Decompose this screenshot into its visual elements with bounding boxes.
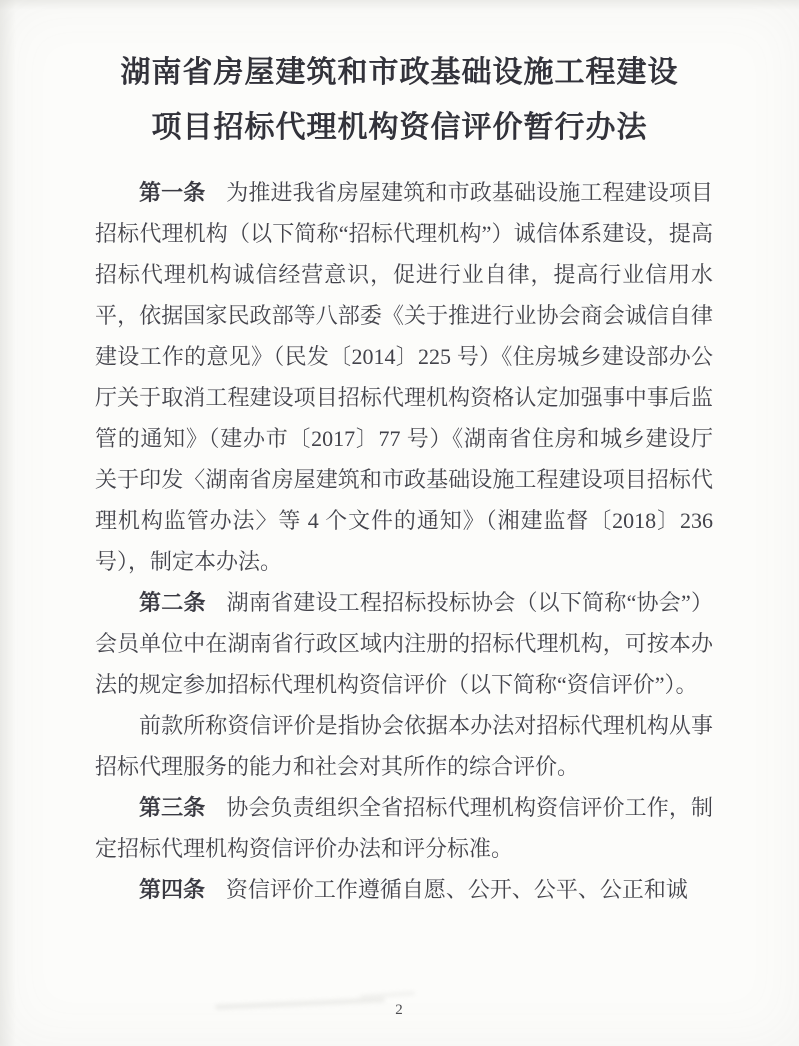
article-text-3: 前款所称资信评价是指协会依据本办法对招标代理机构从事招标代理服务的能力和社会对其所作的综合评价。 <box>95 713 713 779</box>
article-paragraph-4 <box>95 787 713 869</box>
article-paragraph-3 <box>95 705 713 787</box>
scan-smudge-left-edge <box>0 0 16 1046</box>
article-label-2: 第二条 <box>139 590 206 615</box>
document-body <box>95 172 713 910</box>
article-text-5: 资信评价工作遵循自愿、公开、公平、公正和诚 <box>225 877 688 902</box>
article-text-1: 为推进我省房屋建筑和市政基础设施工程建设项目招标代理机构（以下简称“招标代理机构”）诚信体系建设，提高招标代理机构诚信经营意识，促进行业自律，提高行业信用水平，依据国家民政部等八部委《关于推进行业协会商会诚信自律建设工作的意见》（民发〔2014〕225 号）《住房城乡建设部办公厅关于取消工程建设项目招标代理机构资格认定加强事中事后监管的通知》（建办市〔2017〕77 号）《湖南省住房和城乡建设厅关于印发〈湖南省房屋建筑和市政基础设施工程建设项目招标代理机构监管办法〉等 4 个文件的通知》（湘建监督〔2018〕236 号），制定本办法。 <box>95 180 713 574</box>
article-paragraph-1 <box>95 172 713 582</box>
title-line-1: 湖南省房屋建筑和市政基础设施工程建设 <box>120 56 679 89</box>
article-label-4: 第三条 <box>139 795 206 820</box>
article-text-2: 湖南省建设工程招标投标协会（以下简称“协会”）会员单位中在湖南省行政区域内注册的招标代理机构，可按本办法的规定参加招标代理机构资信评价（以下简称“资信评价”）。 <box>95 590 713 697</box>
article-paragraph-2 <box>95 582 713 705</box>
article-label-1: 第一条 <box>139 180 206 205</box>
page-footer <box>0 1002 799 1019</box>
page-number: 2 <box>395 1002 404 1018</box>
article-paragraph-5 <box>95 869 713 910</box>
article-text-4: 协会负责组织全省招标代理机构资信评价工作，制定招标代理机构资信评价办法和评分标准。 <box>95 795 713 861</box>
title-line-2: 项目招标代理机构资信评价暂行办法 <box>151 111 648 144</box>
document-title <box>0 0 799 155</box>
article-label-5: 第四条 <box>139 877 206 902</box>
scan-smudge-bottom-2 <box>360 991 415 999</box>
